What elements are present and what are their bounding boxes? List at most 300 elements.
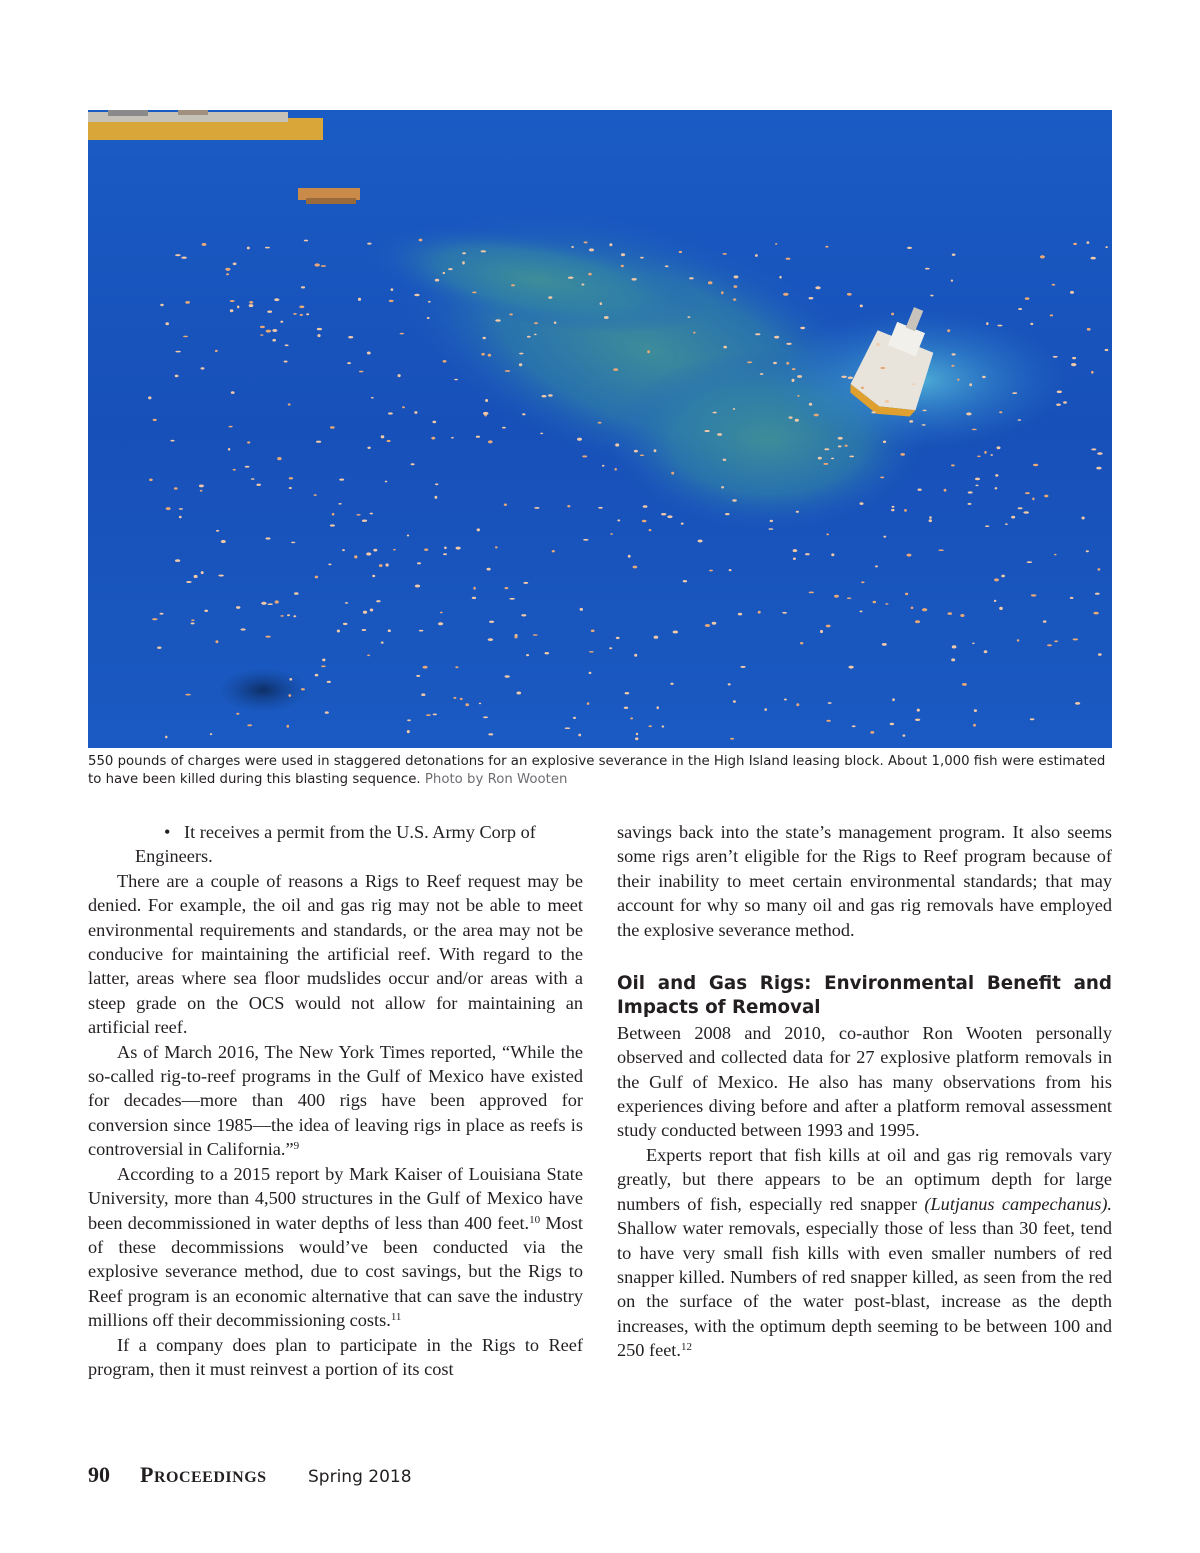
fish-speck <box>1030 718 1035 720</box>
fish-speck <box>892 698 895 701</box>
fish-speck <box>330 524 335 526</box>
fish-speck <box>929 516 932 519</box>
fish-speck <box>587 702 590 705</box>
fish-speck <box>628 555 631 558</box>
footnote-ref: 11 <box>390 1311 402 1324</box>
fish-speck <box>845 445 848 447</box>
fish-speck <box>400 333 404 335</box>
fish-speck <box>495 546 498 548</box>
fish-speck <box>325 711 329 713</box>
fish-speck <box>972 429 977 431</box>
fish-speck <box>848 377 853 380</box>
fish-speck <box>479 703 482 705</box>
fish-speck <box>922 608 927 611</box>
fish-speck <box>1057 391 1062 394</box>
fish-speck <box>793 558 796 560</box>
fish-speck <box>509 313 513 315</box>
fish-speck <box>571 246 573 248</box>
fish-speck <box>755 254 758 257</box>
fish-speck <box>723 346 727 349</box>
fish-speck <box>315 263 320 266</box>
fish-speck <box>951 658 955 661</box>
fish-speck <box>624 707 628 709</box>
fish-speck <box>1105 246 1107 248</box>
fish-speck <box>481 250 487 252</box>
publication-name: PROCEEDINGS <box>140 1462 267 1487</box>
fish-speck <box>388 629 391 632</box>
fish-speck <box>636 733 638 735</box>
fish-speck <box>986 322 988 325</box>
fish-speck <box>316 441 321 443</box>
fish-speck <box>152 618 157 620</box>
fish-speck <box>616 637 620 639</box>
fish-speck <box>951 464 955 466</box>
fish-speck <box>362 520 367 522</box>
footnote-ref: 9 <box>293 1140 300 1153</box>
fish-speck <box>288 694 291 697</box>
fish-speck <box>733 408 736 410</box>
fish-speck <box>861 387 864 389</box>
fish-speck <box>982 376 986 378</box>
fish-speck <box>1075 702 1080 705</box>
fish-speck <box>533 634 538 636</box>
fish-speck <box>294 592 299 595</box>
fish-speck <box>225 268 230 271</box>
fish-speck <box>683 580 687 582</box>
fish-speck <box>228 448 230 451</box>
fish-speck <box>514 636 517 639</box>
fish-speck <box>438 622 443 625</box>
fish-speck <box>907 247 912 249</box>
fish-speck <box>261 602 266 605</box>
fish-speck <box>944 489 947 492</box>
fish-speck <box>673 631 679 634</box>
fish-speck <box>800 327 805 329</box>
fish-speck <box>723 459 727 461</box>
fish-speck <box>643 505 648 508</box>
fish-speck <box>589 248 594 251</box>
fish-speck <box>915 620 920 623</box>
fish-speck <box>289 477 293 479</box>
fish-speck <box>838 445 842 447</box>
fish-speck <box>247 441 250 443</box>
fish-speck <box>272 339 276 342</box>
fish-speck <box>277 457 281 460</box>
fish-speck <box>797 395 800 397</box>
fish-speck <box>922 424 926 426</box>
fish-speck <box>416 675 420 677</box>
fish-speck <box>522 413 525 415</box>
fish-speck <box>995 487 998 489</box>
fish-speck <box>779 276 781 279</box>
fish-speck <box>882 643 887 646</box>
fish-speck <box>689 277 694 279</box>
bullet-item <box>88 820 583 869</box>
fish-speck <box>634 654 637 657</box>
fish-speck <box>966 412 971 415</box>
fish-speck <box>1018 507 1023 509</box>
fish-speck <box>427 317 430 319</box>
platform-icon <box>298 188 360 204</box>
fish-speck <box>338 503 341 505</box>
fish-speck <box>443 553 447 555</box>
fish-speck <box>973 724 976 727</box>
fish-speck <box>414 294 419 296</box>
fish-speck <box>918 489 922 491</box>
fish-speck <box>642 520 647 523</box>
fish-speck <box>534 507 539 509</box>
fish-speck <box>1017 639 1020 641</box>
fish-speck <box>717 433 722 436</box>
paragraph-text: According to a 2015 report by Mark Kaiser of Louisiana State University, more than 4,500 structures in the Gulf of Mexico have been decommissioned in water depths of less than 400 feet. <box>88 1163 583 1233</box>
fish-speck <box>1091 448 1096 450</box>
fish-speck <box>1018 308 1022 310</box>
paragraph-text: Experts report that fish kills at oil and gas rig removals vary greatly, but there appears to be an optimum depth for large numbers of fish, especially red snapper <box>617 1144 1112 1214</box>
fish-speck <box>598 507 603 509</box>
fish-speck <box>960 614 964 617</box>
fish-speck <box>795 419 799 422</box>
fish-speck <box>554 322 557 324</box>
fish-speck <box>667 515 672 518</box>
fish-speck <box>153 419 157 421</box>
fish-speck <box>849 666 854 669</box>
fish-speck <box>760 373 764 375</box>
barge-icon <box>88 110 323 140</box>
fish-speck <box>511 284 515 286</box>
fish-speck <box>454 379 458 381</box>
fish-speck <box>462 252 466 254</box>
fish-speck <box>287 725 290 728</box>
fish-speck <box>1052 284 1056 286</box>
fish-speck <box>952 353 956 355</box>
fish-speck <box>367 243 371 245</box>
fish-speck <box>267 311 272 313</box>
fish-speck <box>984 650 988 653</box>
fish-speck <box>823 463 828 465</box>
fish-speck <box>582 455 587 457</box>
fish-speck <box>588 273 592 276</box>
fish-speck <box>871 411 875 413</box>
left-column <box>88 820 583 1381</box>
fish-speck <box>1073 243 1077 245</box>
fish-speck <box>521 614 526 616</box>
fish-speck <box>994 578 999 581</box>
fish-speck <box>1071 363 1076 366</box>
right-column <box>617 820 1112 1363</box>
fish-speck <box>583 539 588 541</box>
fish-speck <box>299 306 304 309</box>
fish-speck <box>907 554 912 557</box>
fish-speck <box>488 733 493 735</box>
fish-speck <box>293 615 296 617</box>
fish-speck <box>509 598 515 600</box>
fish-speck <box>419 630 424 632</box>
fish-speck <box>249 304 254 307</box>
fish-speck <box>1027 561 1033 563</box>
fish-speck <box>968 503 972 505</box>
paragraph: If a company does plan to participate in the Rigs to Reef program, then it must reinvest a portion of its cost <box>88 1334 583 1379</box>
fish-speck <box>379 564 383 567</box>
fish-speck <box>440 612 443 614</box>
fish-speck <box>847 293 852 296</box>
fish-speck <box>1097 452 1102 455</box>
fish-speck <box>371 397 374 399</box>
fish-speck <box>831 458 834 460</box>
fish-speck <box>417 562 421 564</box>
fish-speck <box>488 638 493 641</box>
fish-speck <box>455 666 458 668</box>
fish-speck <box>951 280 953 282</box>
fish-speck <box>917 709 920 712</box>
fish-speck <box>834 595 839 598</box>
fish-speck <box>734 285 738 288</box>
fish-speck <box>758 611 761 614</box>
fish-speck <box>923 410 927 412</box>
fish-speck <box>649 529 652 531</box>
fish-speck <box>1023 511 1029 514</box>
fish-speck <box>621 253 625 256</box>
fish-speck <box>789 416 793 418</box>
fish-speck <box>1040 255 1045 258</box>
fish-speck <box>347 362 351 364</box>
fish-speck <box>433 714 437 716</box>
fish-speck <box>654 636 659 639</box>
fish-speck <box>389 300 394 302</box>
issue-date: Spring 2018 <box>308 1467 412 1487</box>
fish-speck <box>1032 498 1034 501</box>
fish-speck <box>723 253 727 255</box>
fish-speck <box>732 499 737 501</box>
paragraph <box>617 1143 1112 1363</box>
fish-speck <box>160 613 164 615</box>
fish-speck <box>929 519 932 522</box>
fish-speck <box>300 314 303 316</box>
fish-speck <box>181 257 187 259</box>
fish-speck <box>1047 644 1052 646</box>
fish-speck <box>1087 241 1090 244</box>
fish-speck <box>693 332 696 334</box>
fish-speck <box>875 565 878 567</box>
fish-speck <box>860 502 864 505</box>
fish-speck <box>505 370 510 372</box>
fish-speck <box>191 622 195 624</box>
fish-speck <box>414 411 417 414</box>
fish-speck <box>589 651 594 653</box>
fish-speck <box>974 709 977 712</box>
fish-speck <box>451 437 454 439</box>
fish-speck <box>841 376 847 378</box>
fish-speck <box>443 360 447 363</box>
fish-speck <box>367 447 370 449</box>
fish-speck <box>527 336 531 338</box>
fish-speck <box>577 438 582 441</box>
fish-speck <box>245 466 250 468</box>
fish-speck <box>472 597 476 599</box>
fish-speck <box>852 725 856 727</box>
fish-speck <box>421 693 425 696</box>
fish-speck <box>1030 323 1033 325</box>
fish-speck <box>175 351 180 353</box>
fish-speck <box>201 571 204 574</box>
fish-speck <box>860 611 863 613</box>
fish-speck <box>657 706 659 709</box>
fish-speck <box>488 354 491 357</box>
fish-speck <box>407 730 410 733</box>
fish-speck <box>1005 523 1008 525</box>
species-name: (Lutjanus campechanus). <box>924 1193 1112 1214</box>
fish-speck <box>892 506 895 508</box>
fish-speck <box>426 714 431 716</box>
photo-credit: Photo by Ron Wooten <box>424 772 568 787</box>
fish-speck <box>947 329 950 332</box>
fish-speck <box>386 563 389 566</box>
fish-speck <box>216 530 219 532</box>
fish-speck <box>186 581 192 583</box>
fish-speck <box>472 292 477 294</box>
fish-speck <box>568 277 574 279</box>
fish-speck <box>233 469 236 471</box>
fish-speck <box>925 268 930 270</box>
fish-speck <box>183 336 188 338</box>
fish-speck <box>275 600 279 603</box>
fish-speck <box>328 564 331 566</box>
fish-speck <box>200 490 203 492</box>
fish-speck <box>481 353 485 356</box>
fish-speck <box>820 630 823 633</box>
fish-speck <box>930 295 933 297</box>
fish-speck <box>826 720 830 722</box>
fish-speck <box>266 636 271 638</box>
fish-speck <box>266 330 271 333</box>
fish-speck <box>285 344 289 346</box>
fish-speck <box>343 623 348 625</box>
fish-speck <box>289 678 292 681</box>
fish-speck <box>1043 620 1047 622</box>
fish-speck <box>477 528 480 531</box>
fish-speck <box>755 333 760 335</box>
fish-speck <box>975 478 980 481</box>
fish-speck <box>483 716 488 718</box>
fish-speck <box>231 391 235 394</box>
fish-speck <box>175 254 180 256</box>
paragraph-text: Shallow water removals, especially those of less than 30 feet, tend to have very small fish kills with even smaller numbers of red snapper killed. Numbers of red snapper killed, as seen from the red on the surface of the water post-blast, increase as the depth increases, with the optimum depth seeming to be between 100 and 250 feet. <box>617 1218 1112 1361</box>
fish-speck <box>1044 495 1048 498</box>
fish-speck <box>315 576 318 579</box>
fish-speck <box>432 421 436 424</box>
fish-speck <box>662 725 665 727</box>
fish-speck <box>647 350 650 353</box>
fish-speck <box>462 261 465 264</box>
paragraph-text: Most of these decommissions would’ve been conducted via the explosive severance method, due to cost savings, but the Rigs to Reef program is an economic alternative that can save the industry millions off their decommissioning costs. <box>88 1212 583 1331</box>
fish-speck <box>733 298 736 300</box>
fish-speck <box>293 313 297 315</box>
fish-speck <box>317 328 322 330</box>
fish-speck <box>1031 594 1037 596</box>
fish-speck <box>796 703 799 706</box>
fish-speck <box>289 487 292 489</box>
fish-speck <box>633 566 638 569</box>
fish-speck <box>903 734 906 736</box>
fish-speck <box>465 703 469 706</box>
fish-speck <box>1098 568 1101 571</box>
fish-speck <box>891 313 894 316</box>
fish-speck <box>747 361 752 363</box>
fish-speck <box>1086 550 1089 552</box>
fish-speck <box>288 403 291 405</box>
fish-speck <box>322 659 325 662</box>
fish-speck <box>229 426 233 428</box>
fish-speck <box>306 313 309 315</box>
fish-speck <box>272 329 277 332</box>
fish-speck <box>792 379 795 382</box>
fish-speck <box>517 692 522 695</box>
fish-speck <box>578 734 581 737</box>
fish-speck <box>598 422 602 424</box>
fish-speck <box>545 652 550 654</box>
fish-speck <box>849 456 854 458</box>
fish-speck <box>968 491 973 493</box>
fish-speck <box>1095 593 1100 595</box>
fish-speck <box>883 441 886 444</box>
fish-speck <box>337 630 340 633</box>
fish-speck <box>301 286 305 288</box>
fish-speck <box>221 540 226 543</box>
fish-speck <box>157 647 161 649</box>
fish-speck <box>640 257 644 259</box>
fish-speck <box>201 367 205 369</box>
fish-speck <box>358 298 361 301</box>
fish-speck <box>230 309 234 312</box>
fish-speck <box>805 553 810 555</box>
fish-speck <box>473 587 475 590</box>
fish-speck <box>330 426 335 428</box>
fish-speck <box>327 681 331 683</box>
fish-speck <box>376 600 380 602</box>
fish-speck <box>548 394 553 396</box>
fish-speck <box>969 383 972 386</box>
fish-speck <box>199 485 204 488</box>
fish-speck <box>149 479 153 482</box>
fish-speck <box>610 533 613 535</box>
fish-speck <box>725 513 730 515</box>
fish-speck <box>348 336 353 338</box>
fish-speck <box>226 273 229 275</box>
fish-speck <box>654 449 657 452</box>
fish-speck <box>609 243 612 246</box>
fish-speck <box>345 602 348 604</box>
fish-speck <box>148 396 151 399</box>
fish-speck <box>339 479 344 481</box>
fish-speck <box>393 549 396 551</box>
fish-speck <box>567 505 570 507</box>
fish-speck <box>1063 401 1067 403</box>
fish-speck <box>179 508 183 510</box>
fish-speck <box>175 375 179 378</box>
fish-speck <box>1105 349 1109 351</box>
fish-speck <box>1072 357 1076 359</box>
fish-speck <box>170 440 174 442</box>
fish-speck <box>870 731 874 734</box>
fish-speck <box>398 374 401 377</box>
fish-speck <box>679 251 682 253</box>
fish-speck <box>483 337 486 339</box>
fish-speck <box>640 455 644 457</box>
fish-speck <box>809 592 814 594</box>
fish-speck <box>1033 464 1038 466</box>
fish-speck <box>1025 297 1030 300</box>
fish-speck <box>1056 404 1061 406</box>
fish-speck <box>1011 516 1015 519</box>
